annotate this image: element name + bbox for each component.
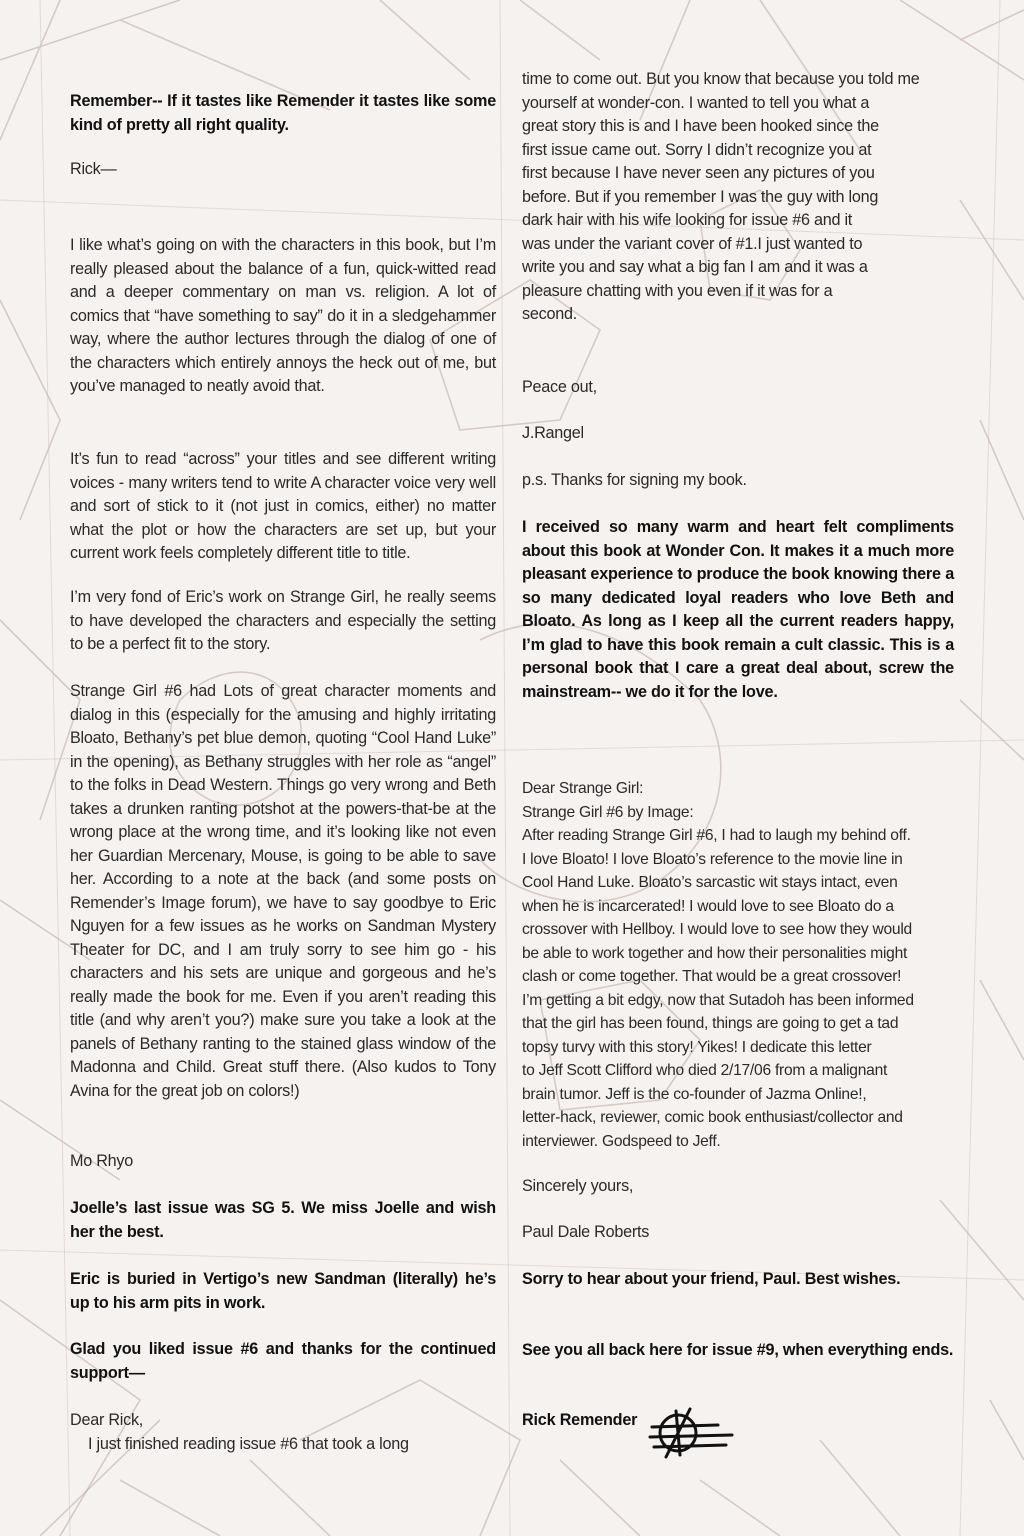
letter-postscript: p.s. Thanks for signing my book. (522, 471, 747, 489)
letter-salutation: Rick— (70, 160, 117, 178)
letter-paragraph: time to come out. But you know that because you told me yourself at wonder-con. I wanted to tell you what a great story this is and I have been hooked since the first issue came out. Sorry I didn’t recognize you at first because I have never seen any pictures of you before. But if you remember I was the guy with long dark hair with his wife looking for issue #6 and it was under the variant cover of #1.I just wanted to write you and say what a big fan I am and it was a pleasure chatting with you even if it was for a second. (522, 70, 920, 323)
letter-paragraph: Dear Strange Girl: Strange Girl #6 by Image: After reading Strange Girl #6, I had to laugh my behind off. I love Bloato! I love Bloato’s reference to the movie line in Cool Hand Luke. Bloato’s sarcastic wit stays intact, even when he is incarcerated! I would love to see Bloato do a crossover with Hellboy. I would love to see how they would be able to work together and how their personalities might clash or come together. That would be a great crossover! I’m getting a bit edgy, now that Sutadoh has been informed that the girl has been found, things are going to get a tad topsy turvy with this story! Yikes! I dedicate this letter to Jeff Scott Clifford who died 2/17/06 from a malignant brain tumor. Jeff is the co-founder of Jazma Online!, letter-hack, reviewer, comic book enthusiast/collector and interviewer. Godspeed to Jeff. (522, 780, 914, 1150)
editor-reply: Glad you liked issue #6 and thanks for the continued support— (70, 1340, 496, 1382)
letter-paragraph: I like what’s going on with the characters in this book, but I’m really pleased about the balance of a fun, quick-witted read and a deeper commentary on man vs. religion. A lot of comics that “have something to say” do it in a sledgehammer way, where the author lectures through the dialog of one of the characters which entirely annoys the heck out of me, but you’ve managed to neatly avoid that. (70, 236, 496, 395)
editor-reply: Joelle’s last issue was SG 5. We miss Joelle and wish her the best. (70, 1199, 496, 1241)
editor-reply: I received so many warm and heart felt compliments about this book at Wonder Con. It makes it a much more pleasant experience to produce the book knowing there a so many dedicated loyal readers who love Beth and Bloato. As long as I keep all the current readers happy, I’m glad to have this book remain a cult classic. This is a personal book that I care a great deal about, screw the mainstream-- we do it for the love. (522, 518, 954, 701)
letter-author: J.Rangel (522, 424, 584, 442)
letter-signoff: Mo Rhyo (70, 1152, 134, 1170)
letter-paragraph: It’s fun to read “across” your titles and see different writing voices - many writers tend to write A character voice very well and sort of stick to it (not just in comics, either) no matter what the plot or how the characters are set up, but your current work feels completely different title to title. (70, 450, 496, 562)
letter-signoff: Sincerely yours, (522, 1177, 634, 1195)
editor-reply: Sorry to hear about your friend, Paul. Best wishes. (522, 1270, 901, 1288)
letter-paragraph: Strange Girl #6 had Lots of great character moments and dialog in this (especially for the amusing and highly irritating Bloato, Bethany’s pet blue demon, quoting “Cool Hand Luke” in the opening), as Bethany struggles with her role as “angel” to the folks in Dead Western. Things go very wrong and Beth takes a drunken ranting potshot at the powers-that-be at the wrong place at the wrong time, and it’s looking like not even her Guardian Mercenary, Mouse, is going to be able to save her. According to a note at the back (and some posts on Remender’s Image forum), we have to say goodbye to Eric Nguyen for a few issues as he works on Sandman Mystery Theater for DC, and I am truly sorry to see him go - his characters and his sets are unique and gorgeous and he’s really made the book for me. Even if you aren’t reading this title (and why aren’t you?) make sure you take a look at the panels of Bethany ranting to the stained glass window of the Madonna and Child. Great stuff there. (Also kudos to Tony Avina for the great job on colors!) (70, 682, 496, 1100)
letter-paragraph: I just finished reading issue #6 that took a long (88, 1435, 409, 1453)
letter-signoff: Peace out, (522, 378, 597, 396)
editor-remember-note: Remember-- If it tastes like Remender it tastes like some kind of pretty all right quality. (70, 92, 496, 134)
letter-author: Paul Dale Roberts (522, 1223, 650, 1241)
signature-icon (646, 1405, 736, 1463)
editor-signature-name: Rick Remender (522, 1411, 638, 1429)
letter-paragraph: I’m very fond of Eric’s work on Strange Girl, he really seems to have developed the characters and especially the setting to be a perfect fit to the story. (70, 588, 496, 653)
letter-salutation: Dear Rick, (70, 1411, 144, 1429)
editor-closing: See you all back here for issue #9, when everything ends. (522, 1341, 954, 1359)
editor-reply: Eric is buried in Vertigo’s new Sandman (literally) he’s up to his arm pits in work. (70, 1270, 496, 1312)
